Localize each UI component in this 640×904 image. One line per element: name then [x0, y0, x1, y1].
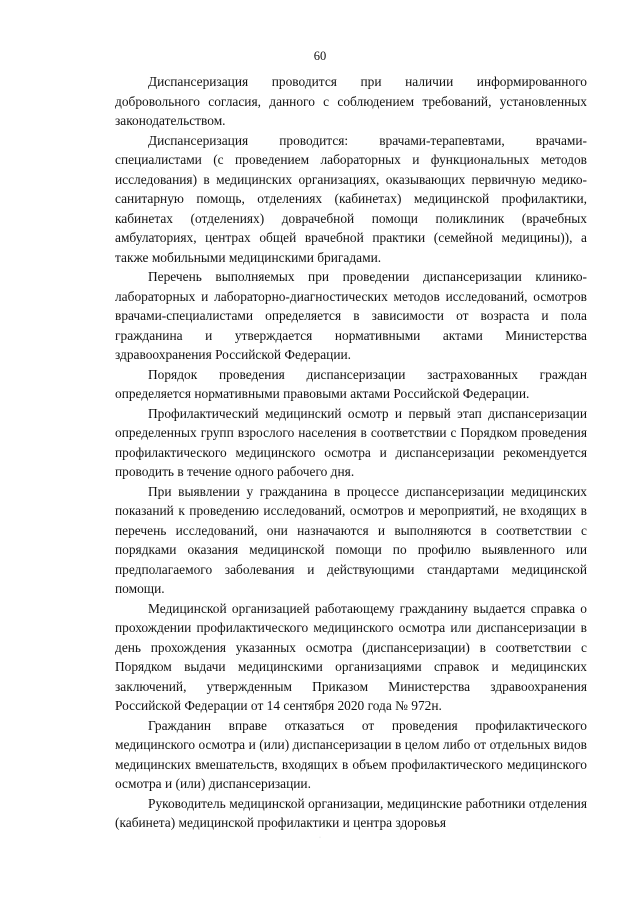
- paragraph-who-conducts: Диспансеризация проводится: врачами-терапевтами, врачами-специалистами (с проведением лабораторных и функциональных методов исследования) в медицинских организациях, оказывающих первичную медико-санитарную помощь, отделениях (кабинетах) медицинской профилактики, кабинетах (отделениях) доврачебной помощи поликлиник (врачебных амбулаториях, центрах общей врачебной практики (семейной медицины)), а также мобильными медицинскими бригадами.: [115, 132, 587, 265]
- paragraph-first-stage: Профилактический медицинский осмотр и первый этап диспансеризации определенных групп взрослого населения в соответствии с Порядком проведения профилактического медицинского осмотра и диспансеризации рекомендуется проводить в течение одного рабочего дня.: [115, 405, 587, 479]
- paragraph-certificate: Медицинской организацией работающему гражданину выдается справка о прохождении профилактического медицинского осмотра или диспансеризации в день прохождения указанных осмотра (диспансеризации) в соответствии с Порядком выдачи медицинскими организациями справок и медицинских заключений, утвержденным Приказом Министерства здравоохранения Российской Федерации от 14 сентября 2020 года № 972н.: [115, 600, 587, 713]
- paragraph-consent: Диспансеризация проводится при наличии информированного добровольного согласия, данного с соблюдением требований, установленных законодательством.: [115, 74, 587, 128]
- paragraph-medical-indications: При выявлении у гражданина в процессе диспансеризации медицинских показаний к проведению исследований, осмотров и мероприятий, не входящих в перечень исследований, они назначаются и выполняются в соответствии с порядками оказания медицинской помощи по профилю выявленного или предполагаемого заболевания и действующими стандартами медицинской помощи.: [115, 483, 587, 596]
- paragraph-list-of-examinations: Перечень выполняемых при проведении диспансеризации клинико-лабораторных и лабораторно-диагностических методов исследований, осмотров врачами-специалистами определяется в зависимости от возраста и пола гражданина и утверждается нормативными актами Министерства здравоохранения Российской Федерации.: [115, 269, 587, 362]
- page-number: 60: [313, 49, 327, 63]
- paragraph-head-of-organization: Руководитель медицинской организации, медицинские работники отделения (кабинета) медицинской профилактики и центра здоровья: [115, 795, 587, 830]
- paragraph-right-to-refuse: Гражданин вправе отказаться от проведения профилактического медицинского осмотра и (или) диспансеризации в целом либо от отдельных видов медицинских вмешательств, входящих в объем профилактического медицинского осмотра и (или) диспансеризации.: [115, 717, 587, 791]
- body-text: [115, 72, 587, 833]
- footer-mark: ·: [319, 835, 321, 841]
- paragraph-procedure: Порядок проведения диспансеризации застрахованных граждан определяется нормативными правовыми актами Российской Федерации.: [115, 366, 587, 401]
